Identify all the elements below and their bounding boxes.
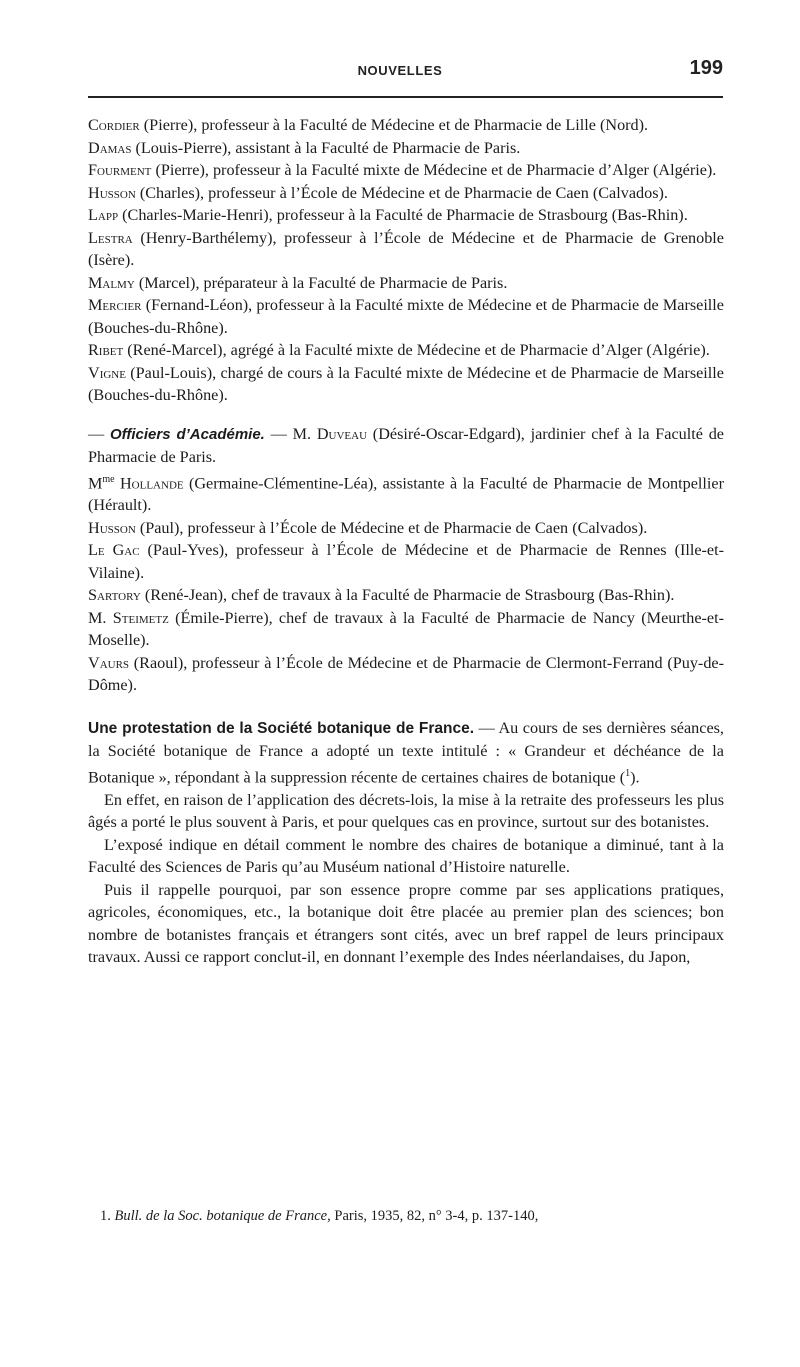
surname: Fourment [88, 161, 152, 179]
footnote-ref: 1 [625, 767, 631, 779]
surname: Damas [88, 138, 132, 157]
protestation-article [88, 717, 724, 969]
header-rule [88, 96, 723, 98]
footnote-source: Bull. de la Soc. botanique de France, [114, 1208, 331, 1224]
section-heading: Officiers d’Académie. [109, 425, 265, 443]
surname: Steimetz [112, 608, 169, 627]
list-item [88, 182, 724, 205]
surname: Vaurs [88, 653, 130, 672]
entry-text: (Fernand-Léon), professeur à la Faculté mixte de Médecine et de Pharmacie de Marseille (Bouches-du-Rhône). [88, 296, 724, 337]
entry-text: (René-Marcel), agrégé à la Faculté mixte de Médecine et de Pharmacie d’Alger (Algérie). [123, 341, 710, 359]
surname: Lapp [88, 206, 119, 224]
chevaliers-list [88, 114, 724, 407]
entry-text: (Paul-Louis), chargé de cours à la Faculté mixte de Médecine et de Pharmacie de Marseille (Bouches-du-Rhône). [88, 363, 724, 404]
list-item [88, 227, 724, 272]
surname: Vigne [88, 363, 126, 382]
list-item [88, 652, 724, 697]
surname: Lestra [88, 228, 133, 247]
article-paragraph: En effet, en raison de l’application des décrets-lois, la mise à la retraite des professeurs les plus âgés a porté le plus souvent à Paris, et pour quelques cas en province, surtout sur des botanistes. [88, 790, 724, 832]
footnote-text: Paris, 1935, 82, n° 3-4, p. 137-140, [330, 1208, 539, 1224]
list-item [88, 272, 724, 295]
list-item [88, 294, 724, 339]
surname: Husson [88, 183, 136, 202]
entry-text: (Henry-Barthélemy), professeur à l’École de Médecine et de Pharmacie de Grenoble (Isère). [88, 228, 724, 269]
article-paragraph: Une protestation de la Société botanique de France. — Au cours de ses dernières séances, la Société botanique de France a adopté un texte intitulé : « Grandeur et déchéance de la Botanique », répondant à la suppression récente de certaines chaires de botanique ($^1$). [88, 718, 724, 787]
entry-text: (Paul-Yves), professeur à l’École de Médecine et de Pharmacie de Rennes (Ille-et-Vilaine). [88, 541, 725, 582]
entry-text: (Charles-Marie-Henri), professeur à la Faculté de Pharmacie de Strasbourg (Bas-Rhin). [118, 206, 688, 224]
list-item [88, 204, 724, 227]
surname: Cordier [88, 116, 140, 134]
footnote-number: 1. [100, 1208, 111, 1224]
entry-text: (Louis-Pierre), assistant à la Faculté de Pharmacie de Paris. [131, 138, 521, 157]
officiers-intro: — Officiers d’Académie. — M. Duveau (Désiré-Oscar-Edgard), jardinier chef à la Faculté de Pharmacie de Paris. [88, 424, 724, 466]
list-item [88, 539, 724, 584]
list-item [88, 114, 724, 137]
page-body [88, 114, 724, 969]
list-item [88, 339, 724, 362]
running-head: NOUVELLES [357, 63, 443, 78]
surname: Duveau [316, 424, 368, 443]
entry-text: (René-Jean), chef de travaux à la Faculté de Pharmacie de Strasbourg (Bas-Rhin). [140, 586, 675, 605]
entry-text: (Désiré-Oscar-Edgard), jardinier chef à la Faculté de Pharmacie de Paris. [88, 424, 724, 466]
entry-text: (Raoul), professeur à l’École de Médecine et de Pharmacie de Clermont-Ferrand (Puy-de-Dôme). [88, 653, 724, 695]
surname: Malmy [88, 273, 135, 292]
surname: Sartory [88, 586, 141, 605]
entry-text: (Pierre), professeur à la Faculté de Médecine et de Pharmacie de Lille (Nord). [139, 116, 649, 134]
article-title: Une protestation de la Société botanique de France. [88, 719, 475, 737]
footnote [100, 1208, 720, 1225]
list-item [88, 584, 724, 607]
surname: Ribet [88, 341, 124, 359]
list-item [88, 362, 724, 407]
surname: Hollande [119, 473, 184, 492]
officiers-list [88, 423, 724, 697]
entry-text: (Émile-Pierre), chef de travaux à la Faculté de Pharmacie de Nancy (Meurthe-et-Moselle). [88, 608, 724, 650]
article-paragraph: L’exposé indique en détail comment le nombre des chaires de botanique a diminué, tant à la Faculté des Sciences de Paris qu’au Muséum national d’Histoire naturelle. [88, 835, 724, 877]
page-number: 199 [689, 57, 723, 79]
entry-text: (Paul), professeur à l’École de Médecine et de Pharmacie de Caen (Calvados). [135, 518, 648, 537]
list-item: M. Steimetz (Émile-Pierre), chef de travaux à la Faculté de Pharmacie de Nancy (Meurthe-et-Moselle). [88, 608, 724, 650]
surname: Husson [88, 518, 136, 537]
list-item [88, 517, 724, 540]
article-paragraph: Puis il rappelle pourquoi, par son essence propre comme par ses applications pratiques, agricoles, économiques, etc., la botanique doit être placée au premier plan des sciences; bon nombre de botanistes français et étrangers sont cités, avec un bref rappel de leurs principaux travaux. Aussi ce rapport conclut-il, en donnant l’exemple des Indes néerlandaises, du Japon, [88, 880, 724, 967]
entry-text: (Marcel), préparateur à la Faculté de Pharmacie de Paris. [134, 273, 508, 292]
list-item [88, 159, 724, 182]
surname: Mercier [88, 296, 142, 314]
list-item [88, 137, 724, 160]
entry-text: (Germaine-Clémentine-Léa), assistante à la Faculté de Pharmacie de Montpellier (Hérault). [88, 473, 724, 515]
surname: Le Gac [88, 541, 140, 560]
list-item: $M^{me}$ Hollande (Germaine-Clémentine-Léa), assistante à la Faculté de Pharmacie de Montpellier (Hérault). [88, 473, 724, 515]
entry-text: (Pierre), professeur à la Faculté mixte de Médecine et de Pharmacie d’Alger (Algérie). [151, 161, 717, 179]
entry-text: (Charles), professeur à l’École de Médecine et de Pharmacie de Caen (Calvados). [135, 183, 668, 202]
